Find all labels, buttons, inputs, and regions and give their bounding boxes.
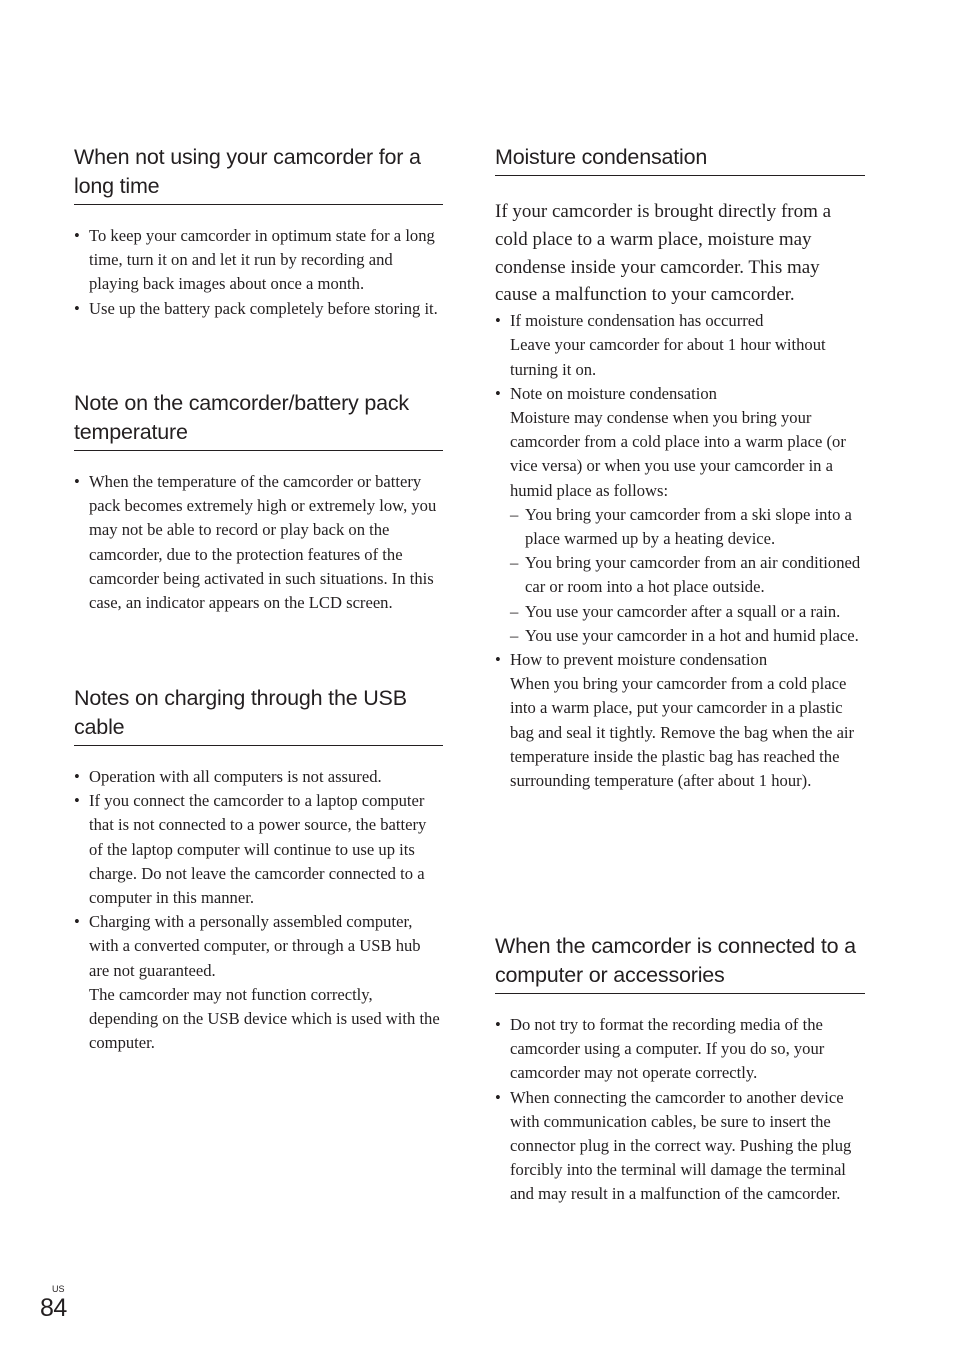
section-usb-charging: [74, 684, 443, 1055]
dash-item: – You use your camcorder in a hot and humid place.: [510, 624, 865, 648]
dash-item: – You bring your camcorder from an air conditioned car or room into a hot place outside.: [510, 551, 865, 599]
section-computer-accessories: [495, 932, 865, 1207]
list-item: • Use up the battery pack completely before storing it.: [74, 297, 443, 321]
list-item-head: • Note on moisture condensation: [510, 383, 717, 403]
list-item-text: • Charging with a personally assembled computer, with a converted computer, or through a USB hub are not guaranteed.: [89, 912, 421, 980]
section-heading: Moisture condensation: [495, 143, 865, 176]
list-item: • If you connect the camcorder to a laptop computer that is not connected to a power source, the battery of the laptop computer will continue to use up its charge. Do not leave the camcorder connected to a computer in this manner.: [74, 789, 443, 910]
bullet-list: [74, 470, 443, 615]
bullet-list: [74, 224, 443, 321]
list-item: [495, 309, 865, 382]
page-region-label: US: [52, 1284, 65, 1294]
list-item: [495, 382, 865, 648]
list-item-note: The camcorder may not function correctly, depending on the USB device which is used with the computer.: [89, 984, 440, 1053]
section-not-using: [74, 143, 443, 321]
list-item-body: When you bring your camcorder from a cold place into a warm place, put your camcorder in a plastic bag and seal it tightly. Remove the bag when the air temperature inside the plastic bag has reached the surrounding temperature (after about 1 hour).: [510, 674, 855, 791]
bullet-list: [74, 765, 443, 1055]
list-item: • Do not try to format the recording media of the camcorder using a computer. If you do so, your camcorder may not operate correctly.: [495, 1013, 865, 1086]
bullet-list: [495, 1013, 865, 1207]
section-moisture: [495, 143, 865, 793]
bullet-list: [495, 309, 865, 793]
list-item: • When connecting the camcorder to another device with communication cables, be sure to insert the connector plug in the correct way. Pushing the plug forcibly into the terminal will damage the terminal and may result in a malfunction of the camcorder.: [495, 1086, 865, 1207]
section-heading: Notes on charging through the USB cable: [74, 684, 443, 746]
dash-list: [510, 503, 865, 648]
page-number: 84: [40, 1294, 67, 1322]
section-heading: Note on the camcorder/battery pack temperature: [74, 389, 443, 451]
list-item: • To keep your camcorder in optimum state for a long time, turn it on and let it run by recording and playing back images about once a month.: [74, 224, 443, 297]
list-item-body: Moisture may condense when you bring your camcorder from a cold place into a warm place (or vice versa) or when you use your camcorder in a humid place as follows:: [510, 408, 846, 500]
list-item: • Operation with all computers is not assured.: [74, 765, 443, 789]
dash-item: – You use your camcorder after a squall or a rain.: [510, 600, 865, 624]
list-item: [495, 648, 865, 793]
section-heading: When not using your camcorder for a long time: [74, 143, 443, 205]
list-item-head: • If moisture condensation has occurred: [510, 311, 764, 331]
list-item: [74, 910, 443, 1055]
dash-item: – You bring your camcorder from a ski slope into a place warmed up by a heating device.: [510, 503, 865, 551]
intro-paragraph: If your camcorder is brought directly from a cold place to a warm place, moisture may condense inside your camcorder. This may cause a malfunction to your camcorder.: [495, 201, 832, 306]
section-heading: When the camcorder is connected to a computer or accessories: [495, 932, 865, 994]
section-temperature: [74, 389, 443, 615]
list-item-head: • How to prevent moisture condensation: [510, 650, 768, 670]
list-item: • When the temperature of the camcorder or battery pack becomes extremely high or extremely low, you may not be able to record or play back on the camcorder, due to the protection features of the camcorder being activated in such situations. In this case, an indicator appears on the LCD screen.: [74, 470, 443, 615]
list-item-body: Leave your camcorder for about 1 hour without turning it on.: [510, 335, 826, 379]
